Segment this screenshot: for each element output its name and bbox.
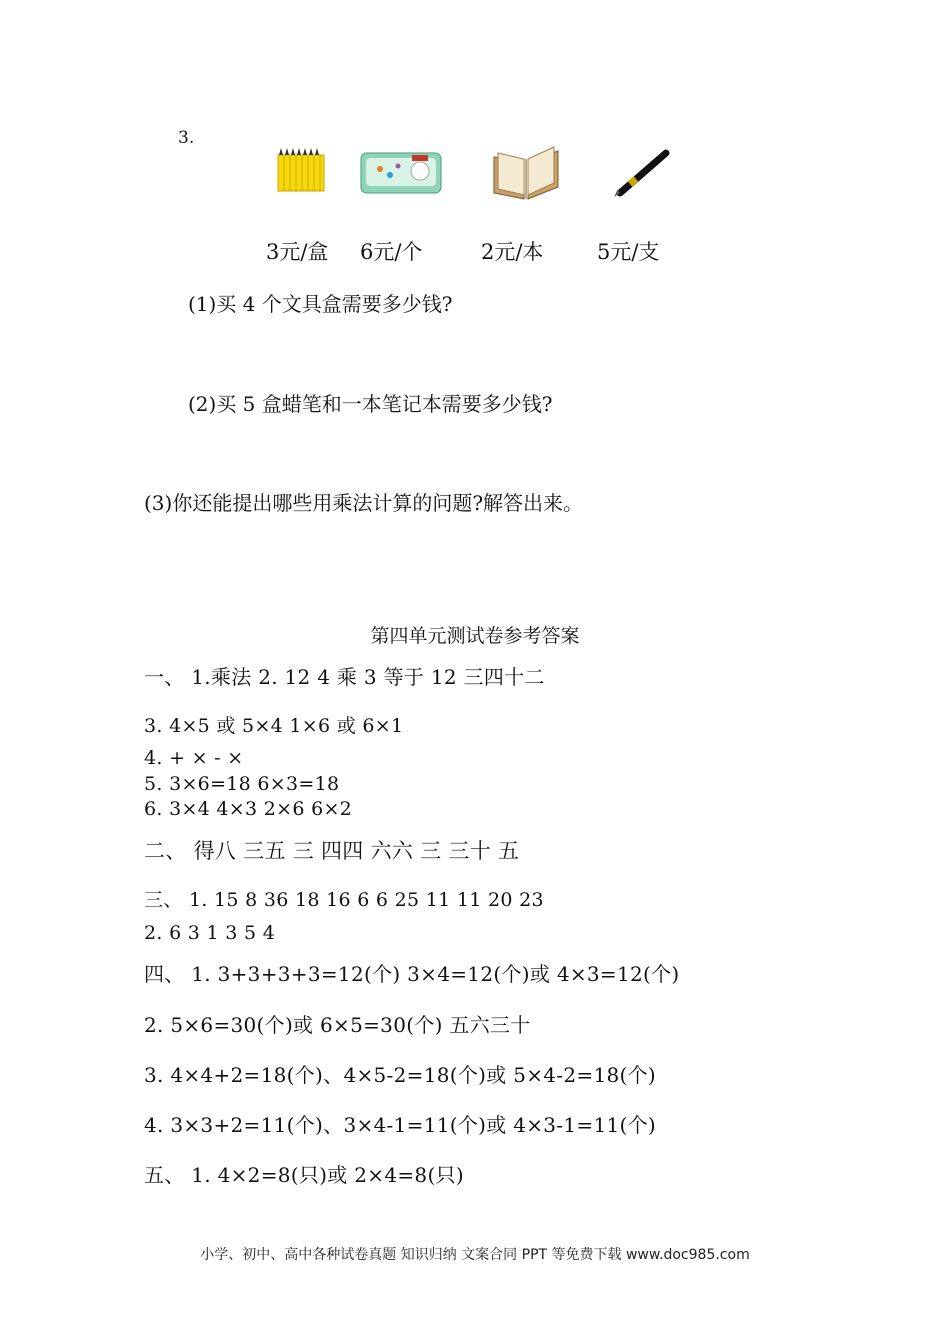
footer-note: 小学、初中、高中各种试卷真题 知识归纳 文案合同 PPT 等免费下载 www.doc985.com [200,1247,750,1263]
sub-question-1: (1)买 4 个文具盒需要多少钱? [188,292,453,316]
answer-line: 四、 1. 3+3+3+3=12(个) 3×4=12(个)或 4×3=12(个) [144,962,680,986]
answer-line: 3. 4×4+2=18(个)、4×5-2=18(个)或 5×4-2=18(个) [144,1063,657,1087]
sub-question-2: (2)买 5 盒蜡笔和一本笔记本需要多少钱? [188,392,553,416]
answer-line: 5. 3×6=18 6×3=18 [144,773,340,795]
answer-title: 第四单元测试卷参考答案 [370,625,580,647]
pencil-case-icon [360,149,442,195]
price-crayons: 3元/盒 [266,240,329,264]
price-row [0,236,950,266]
question-number: 3. [178,128,195,148]
sub-question-3: (3)你还能提出哪些用乘法计算的问题?解答出来。 [144,491,584,515]
notebook-icon [490,145,562,201]
answer-line: 3. 4×5 或 5×4 1×6 或 6×1 [144,715,404,737]
answer-line: 五、 1. 4×2=8(只)或 2×4=8(只) [144,1163,464,1187]
answer-line: 二、 得八 三五 三 四四 六六 三 三十 五 [144,839,520,863]
price-pen: 5元/支 [597,240,660,264]
answer-line: 三、 1. 15 8 36 18 16 6 6 25 11 11 20 23 [144,889,544,911]
answer-line: 4. + × - × [144,747,244,769]
product-illustrations [262,145,692,207]
crayon-box-icon [276,145,326,193]
fountain-pen-icon [610,147,674,199]
answer-line: 一、 1.乘法 2. 12 4 乘 3 等于 12 三四十二 [144,665,545,689]
answer-line: 2. 6 3 1 3 5 4 [144,922,276,944]
price-notebook: 2元/本 [481,240,544,264]
answer-line: 2. 5×6=30(个)或 6×5=30(个) 五六三十 [144,1013,531,1037]
price-pencil-case: 6元/个 [360,240,423,264]
answer-line: 4. 3×3+2=11(个)、3×4-1=11(个)或 4×3-1=11(个) [144,1113,657,1137]
answer-line: 6. 3×4 4×3 2×6 6×2 [144,798,353,820]
